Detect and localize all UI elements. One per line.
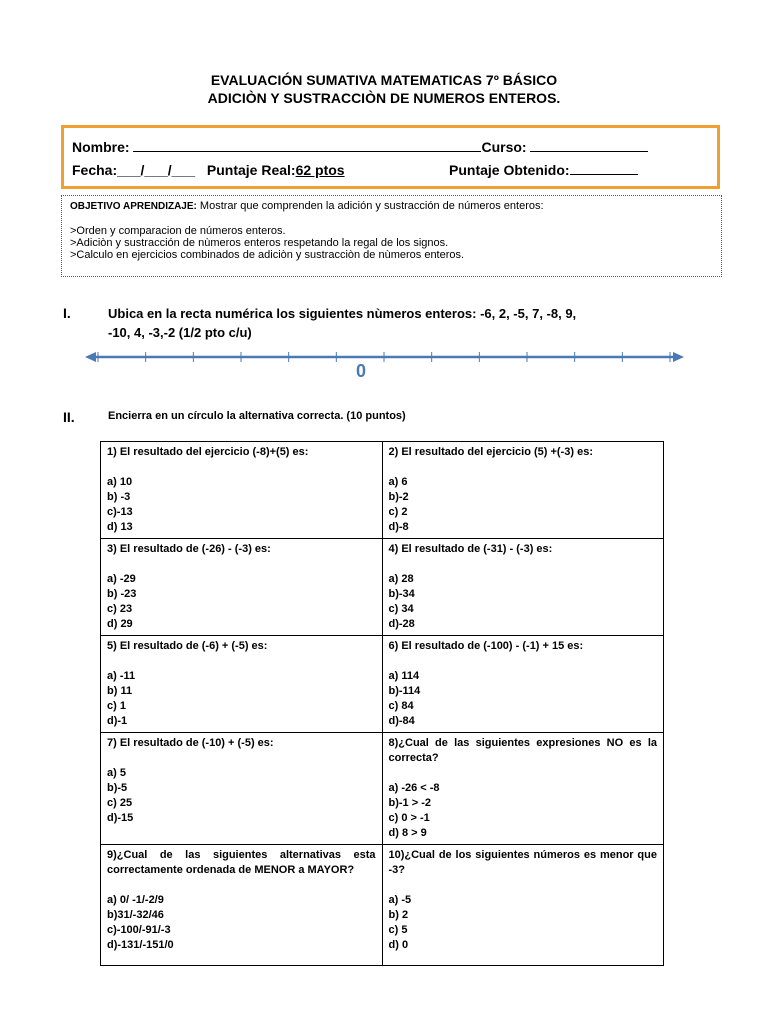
option[interactable]: c) 0 > -1 bbox=[388, 812, 430, 824]
option[interactable]: c) 1 bbox=[107, 700, 126, 712]
option[interactable]: a) 0/ -1/-2/9 bbox=[107, 894, 164, 906]
option[interactable]: d)-131/-151/0 bbox=[107, 939, 174, 951]
option[interactable]: b)31/-32/46 bbox=[107, 909, 164, 921]
option[interactable]: d)-15 bbox=[107, 812, 134, 824]
option[interactable]: c) 5 bbox=[388, 924, 408, 936]
puntaje-obtenido-label: Puntaje Obtenido: bbox=[449, 162, 570, 178]
question-cell bbox=[382, 733, 664, 845]
puntaje-real-value: 62 ptos bbox=[295, 162, 345, 178]
option[interactable]: c) 23 bbox=[107, 603, 133, 615]
section-2-instructions: Encierra en un círculo la alternativa correcta. (10 puntos) bbox=[108, 410, 406, 422]
question-cell bbox=[101, 845, 383, 966]
option[interactable]: b)-114 bbox=[388, 685, 421, 697]
section-2-number: II. bbox=[63, 409, 75, 425]
objective-text: Mostrar que comprenden la adición y sustracción de números enteros: bbox=[196, 200, 544, 212]
option[interactable]: b)-2 bbox=[388, 491, 409, 503]
option[interactable]: d)-84 bbox=[388, 715, 415, 727]
puntaje-obtenido-field[interactable] bbox=[570, 162, 638, 175]
nombre-field[interactable] bbox=[133, 139, 481, 152]
option[interactable]: a) -5 bbox=[388, 894, 412, 906]
option[interactable]: d) 8 > 9 bbox=[388, 827, 427, 839]
left-arrow-icon bbox=[85, 352, 96, 362]
question-title: 5) El resultado de (-6) + (-5) es: bbox=[107, 640, 268, 652]
option[interactable]: a) -29 bbox=[107, 573, 136, 585]
question-title: 8)¿Cual de las siguientes expresiones NO es la correcta? bbox=[388, 737, 657, 764]
option[interactable]: c) 25 bbox=[107, 797, 133, 809]
option[interactable]: c) 84 bbox=[388, 700, 414, 712]
question-cell bbox=[101, 442, 383, 539]
objective-label: OBJETIVO APRENDIZAJE: bbox=[70, 201, 197, 212]
question-cell bbox=[101, 733, 383, 845]
fecha-label: Fecha: bbox=[72, 162, 118, 178]
option[interactable]: d) 0 bbox=[388, 939, 409, 951]
option[interactable]: c)-13 bbox=[107, 506, 133, 518]
question-title: 10)¿Cual de los siguientes números es menor que -3? bbox=[388, 849, 657, 876]
question-cell bbox=[101, 539, 383, 636]
option[interactable]: d)-1 bbox=[107, 715, 128, 727]
puntaje-obtenido-row bbox=[449, 162, 638, 178]
question-cell bbox=[382, 539, 664, 636]
questions-table bbox=[100, 441, 664, 966]
option[interactable]: a) 6 bbox=[388, 476, 408, 488]
nombre-row bbox=[72, 139, 648, 155]
option[interactable]: b) -23 bbox=[107, 588, 137, 600]
option[interactable]: a) 28 bbox=[388, 573, 414, 585]
question-title: 6) El resultado de (-100) - (-1) + 15 es: bbox=[388, 640, 584, 652]
option[interactable]: a) 5 bbox=[107, 767, 126, 779]
option[interactable]: c) 2 bbox=[388, 506, 408, 518]
title-line-1: EVALUACIÓN SUMATIVA MATEMATICAS 7º BÁSICO bbox=[210, 72, 558, 88]
question-title: 3) El resultado de (-26) - (-3) es: bbox=[107, 543, 271, 555]
option[interactable]: d) 29 bbox=[107, 618, 133, 630]
question-cell bbox=[382, 636, 664, 733]
question-title: 9)¿Cual de las siguientes alternativas esta correctamente ordenada de MENOR a MAYOR? bbox=[107, 849, 376, 876]
option[interactable]: d) 13 bbox=[107, 521, 133, 533]
option[interactable]: b) 11 bbox=[107, 685, 133, 697]
section-1-line-1: Ubica en la recta numérica los siguientes nùmeros enteros: -6, 2, -5, 7, -8, 9, bbox=[108, 306, 577, 321]
student-info-box bbox=[61, 125, 720, 189]
option[interactable]: a) -11 bbox=[107, 670, 136, 682]
question-cell bbox=[382, 442, 664, 539]
option[interactable]: b)-1 > -2 bbox=[388, 797, 431, 809]
option[interactable]: b)-34 bbox=[388, 588, 415, 600]
section-1-number: I. bbox=[63, 305, 71, 321]
objective-box bbox=[61, 195, 722, 277]
option[interactable]: c) 34 bbox=[388, 603, 414, 615]
option[interactable]: d)-8 bbox=[388, 521, 409, 533]
objective-item: >Calculo en ejercicios combinados de adiciòn y sustracciòn de nùmeros enteros. bbox=[70, 249, 465, 261]
curso-label: Curso: bbox=[481, 139, 527, 155]
option[interactable]: a) -26 < -8 bbox=[388, 782, 440, 794]
curso-field[interactable] bbox=[530, 139, 648, 152]
option[interactable]: a) 10 bbox=[107, 476, 133, 488]
option[interactable]: b)-5 bbox=[107, 782, 128, 794]
section-1-instructions bbox=[108, 304, 576, 342]
option[interactable]: b) -3 bbox=[107, 491, 131, 503]
nombre-label: Nombre: bbox=[72, 139, 130, 155]
question-title: 4) El resultado de (-31) - (-3) es: bbox=[388, 543, 553, 555]
objective-item: >Orden y comparacion de números enteros. bbox=[70, 225, 286, 237]
question-cell bbox=[101, 636, 383, 733]
option[interactable]: b) 2 bbox=[388, 909, 409, 921]
question-cell bbox=[382, 845, 664, 966]
objective-heading bbox=[70, 200, 713, 213]
zero-label: 0 bbox=[356, 361, 367, 381]
fecha-row bbox=[72, 162, 345, 178]
fecha-field[interactable]: ___/___/___ bbox=[117, 162, 195, 178]
right-arrow-icon bbox=[673, 352, 684, 362]
question-title: 7) El resultado de (-10) + (-5) es: bbox=[107, 737, 274, 749]
question-title: 2) El resultado del ejercicio (5) +(-3) es: bbox=[388, 446, 593, 458]
option[interactable]: c)-100/-91/-3 bbox=[107, 924, 171, 936]
question-title: 1) El resultado del ejercicio (-8)+(5) es: bbox=[107, 446, 309, 458]
title-line-2: ADICIÒN Y SUSTRACCIÒN DE NUMEROS ENTEROS. bbox=[207, 90, 561, 106]
option[interactable]: d)-28 bbox=[388, 618, 415, 630]
section-1-line-2: -10, 4, -3,-2 (1/2 pto c/u) bbox=[108, 325, 252, 340]
number-line[interactable] bbox=[80, 345, 690, 385]
puntaje-real-label: Puntaje Real: bbox=[206, 162, 296, 178]
option[interactable]: a) 114 bbox=[388, 670, 420, 682]
objective-item: >Adiciòn y sustracción de nùmeros enteros respetando la regal de los signos. bbox=[70, 237, 449, 249]
